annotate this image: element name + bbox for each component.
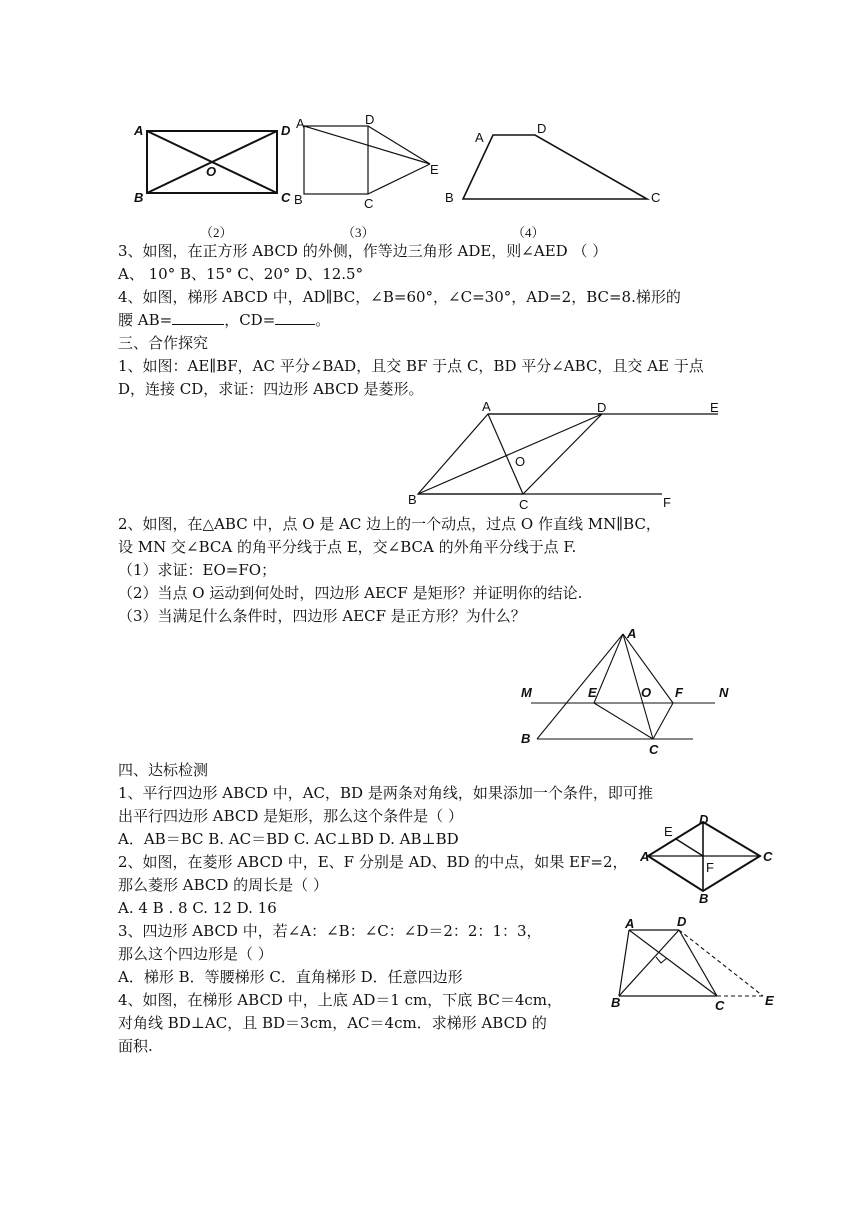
label-e: E bbox=[765, 993, 774, 1008]
label-d: D bbox=[677, 914, 687, 929]
test-figure-2-rhombus bbox=[640, 812, 780, 906]
label-b: B bbox=[408, 492, 417, 507]
label-c: C bbox=[281, 190, 291, 205]
test-q4-line2: 对角线 BD⊥AC，且 BD＝3cm，AC＝4cm．求梯形 ABCD 的 bbox=[118, 1014, 547, 1032]
label-a: A bbox=[134, 123, 144, 138]
test-q3-options: A．梯形 B．等腰梯形 C．直角梯形 D．任意四边形 bbox=[118, 968, 463, 986]
figure-3-square-triangle bbox=[290, 112, 450, 212]
label-b: B bbox=[445, 190, 454, 205]
coop-q1-line1: 1、如图：AE∥BF，AC 平分∠BAD，且交 BF 于点 C，BD 平分∠ABC，且交 AE 于点 bbox=[118, 357, 704, 375]
test-q4-line1: 4、如图，在梯形 ABCD 中，上底 AD＝1 cm，下底 BC＝4cm， bbox=[118, 991, 562, 1009]
label-f: F bbox=[663, 495, 671, 510]
label-c: C bbox=[519, 497, 529, 512]
coop-q2-part1: （1）求证：EO=FO； bbox=[118, 561, 277, 579]
coop-figure-1-rhombus bbox=[400, 398, 730, 513]
q4-prefix: 腰 AB= bbox=[118, 311, 173, 329]
label-a: A bbox=[296, 116, 305, 131]
label-a: A bbox=[627, 626, 637, 641]
figure-2-caption: （2） bbox=[200, 225, 233, 240]
coop-q2-line2: 设 MN 交∠BCA 的角平分线于点 E，交∠BCA 的外角平分线于点 F. bbox=[118, 538, 577, 556]
label-b: B bbox=[699, 891, 709, 906]
figure-2-rectangle bbox=[130, 118, 300, 208]
answer-blank-ab[interactable] bbox=[172, 310, 224, 325]
test-q2-line1: 2、如图，在菱形 ABCD 中，E、F 分别是 AD、BD 的中点，如果 EF=2， bbox=[118, 853, 628, 871]
section-4-heading: 四、达标检测 bbox=[118, 761, 209, 779]
test-q1-line1: 1、平行四边形 ABCD 中，AC，BD 是两条对角线，如果添加一个条件，即可推 bbox=[118, 784, 653, 802]
label-f: F bbox=[706, 860, 714, 875]
label-m: M bbox=[521, 685, 532, 700]
test-q4-line3: 面积. bbox=[118, 1037, 153, 1055]
label-e: E bbox=[430, 162, 439, 177]
label-e: E bbox=[710, 400, 719, 415]
section-3-heading: 三、合作探究 bbox=[118, 334, 209, 352]
figure-4-caption: （4） bbox=[512, 225, 545, 240]
label-d: D bbox=[537, 121, 547, 136]
label-d: D bbox=[597, 400, 607, 415]
label-c: C bbox=[649, 742, 659, 757]
q3-options: A、 10° B、15° C、20° D、12.5° bbox=[118, 265, 364, 283]
coop-q1-line2: D，连接 CD，求证：四边形 ABCD 是菱形。 bbox=[118, 380, 424, 398]
q4-suffix: 。 bbox=[315, 311, 331, 329]
q4-mid: ，CD= bbox=[224, 311, 276, 329]
coop-q2-part3: （3）当满足什么条件时，四边形 AECF 是正方形？为什么？ bbox=[118, 607, 526, 625]
label-c: C bbox=[763, 849, 773, 864]
label-b: B bbox=[521, 731, 531, 746]
label-o: O bbox=[641, 685, 652, 700]
label-c: C bbox=[364, 196, 374, 211]
test-q1-options: A．AB＝BC B. AC＝BD C. AC⊥BD D. AB⊥BD bbox=[118, 830, 459, 848]
label-c: C bbox=[651, 190, 661, 205]
label-d: D bbox=[365, 112, 375, 127]
test-q3-line2: 那么这个四边形是（ ） bbox=[118, 945, 273, 963]
answer-blank-cd[interactable] bbox=[275, 310, 315, 325]
label-b: B bbox=[611, 995, 621, 1010]
q4-question-line1: 4、如图，梯形 ABCD 中，AD∥BC，∠B=60°，∠C=30°，AD=2，BC=8.梯形的 bbox=[118, 288, 681, 306]
coop-q2-line1: 2、如图，在△ABC 中，点 O 是 AC 边上的一个动点，过点 O 作直线 MN∥BC， bbox=[118, 515, 661, 533]
label-e: E bbox=[664, 824, 673, 839]
label-o: O bbox=[206, 164, 217, 179]
label-a: A bbox=[475, 130, 484, 145]
coop-figure-2-triangle bbox=[515, 626, 740, 761]
figure-3-caption: （3） bbox=[342, 225, 375, 240]
label-d: D bbox=[699, 812, 709, 827]
label-c: C bbox=[715, 998, 725, 1013]
test-figure-4-trapezoid bbox=[605, 912, 785, 1017]
label-f: F bbox=[675, 685, 683, 700]
test-q3-line1: 3、四边形 ABCD 中，若∠A：∠B：∠C：∠D＝2：2：1：3， bbox=[118, 922, 542, 940]
test-q1-line2: 出平行四边形 ABCD 是矩形，那么这个条件是（ ） bbox=[118, 807, 463, 825]
q4-question-line2 bbox=[118, 310, 330, 330]
test-q2-line2: 那么菱形 ABCD 的周长是（ ） bbox=[118, 876, 328, 894]
figure-4-trapezoid bbox=[440, 120, 670, 210]
q3-question: 3、如图，在正方形 ABCD 的外侧，作等边三角形 ADE，则∠AED （ ） bbox=[118, 242, 608, 260]
label-a: A bbox=[482, 399, 491, 414]
label-a: A bbox=[640, 849, 650, 864]
label-d: D bbox=[281, 123, 291, 138]
label-e: E bbox=[588, 685, 597, 700]
label-b: B bbox=[134, 190, 144, 205]
label-o: O bbox=[515, 454, 526, 469]
test-q2-options: A. 4 B . 8 C. 12 D. 16 bbox=[118, 899, 277, 917]
coop-q2-part2: （2）当点 O 运动到何处时，四边形 AECF 是矩形？并证明你的结论. bbox=[118, 584, 583, 602]
label-b: B bbox=[294, 192, 303, 207]
label-n: N bbox=[719, 685, 729, 700]
label-a: A bbox=[625, 916, 635, 931]
